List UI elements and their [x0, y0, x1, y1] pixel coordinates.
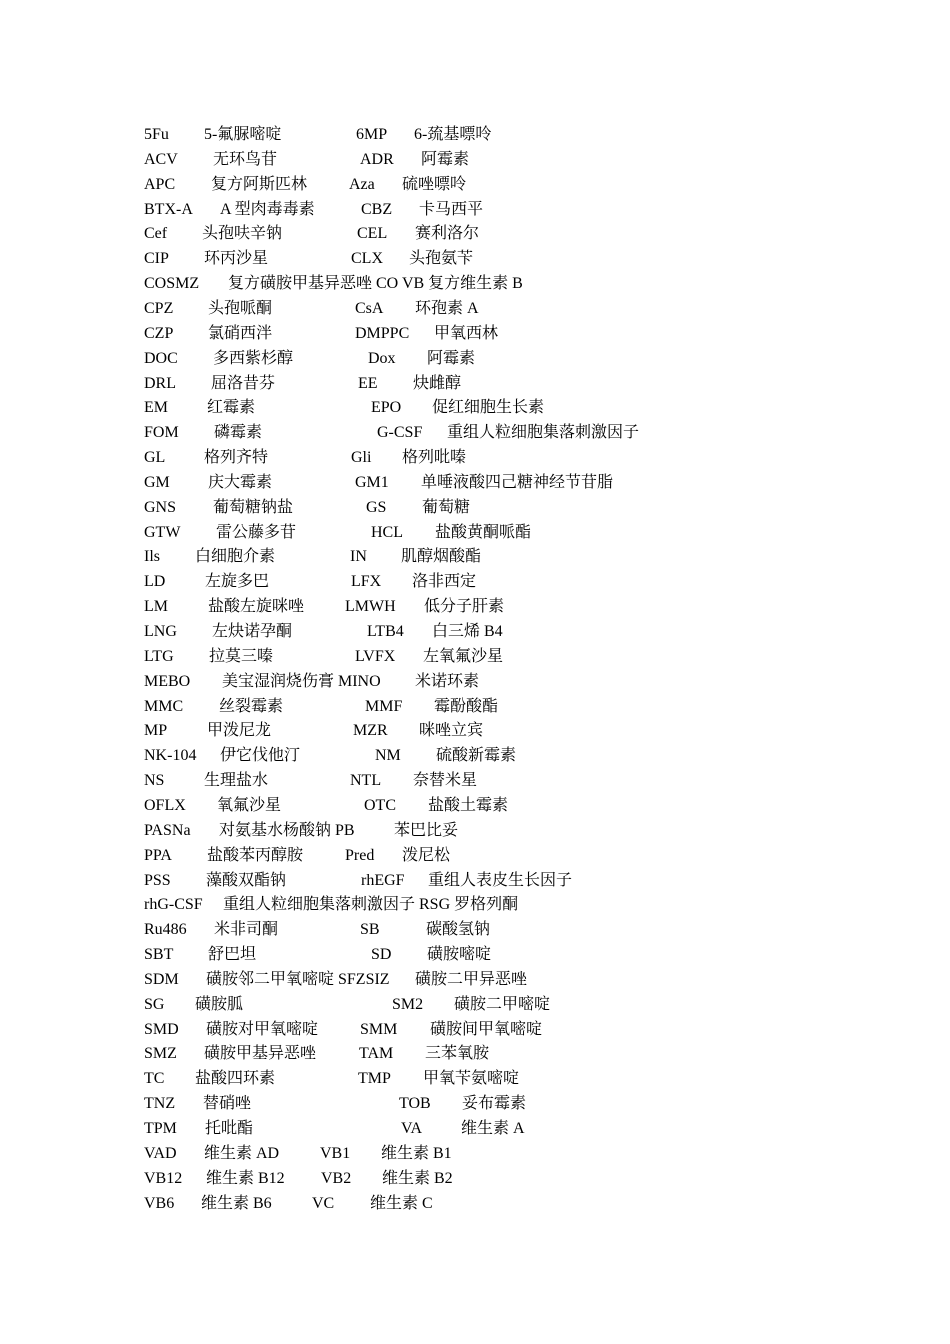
- full-name: A 型肉毒毒素: [220, 200, 315, 218]
- abbreviation: Ru486: [144, 921, 187, 939]
- abbreviation: GNS: [144, 498, 177, 516]
- abbreviation: GS: [366, 498, 387, 516]
- full-name: 磷霉素: [214, 424, 263, 442]
- abbreviation: SB: [360, 921, 380, 939]
- full-name: 丝裂霉素: [219, 697, 284, 715]
- full-name: 对氨基水杨酸钠 PB: [219, 821, 355, 839]
- full-name: 5-氟脲嘧啶: [204, 126, 282, 143]
- full-name: 环丙沙星: [204, 250, 269, 268]
- abbreviation: ACV: [144, 150, 178, 168]
- abbreviation: TMP: [358, 1070, 391, 1088]
- abbreviation: VB1: [320, 1144, 351, 1162]
- abbreviation: NK-104: [144, 747, 197, 765]
- full-name: 赛利洛尔: [415, 225, 480, 243]
- abbreviation: LM: [144, 598, 168, 616]
- abbreviation: VB6: [144, 1194, 175, 1212]
- abbreviation: CPZ: [144, 299, 174, 317]
- abbreviation: VAD: [144, 1144, 177, 1162]
- full-name: 硫唑嘌呤: [402, 175, 467, 193]
- full-name: 阿霉素: [421, 150, 470, 168]
- full-name: 左旋多巴: [205, 573, 270, 591]
- abbreviation: APC: [144, 175, 176, 193]
- full-name: 庆大霉素: [208, 473, 273, 491]
- abbreviation: SMZ: [144, 1045, 177, 1063]
- abbreviation: Dox: [368, 349, 396, 367]
- abbreviation: VC: [312, 1194, 335, 1212]
- abbreviation: BTX-A: [144, 200, 193, 218]
- full-name: 维生素 A: [461, 1120, 525, 1137]
- abbreviation: Gli: [351, 449, 372, 467]
- abbreviation: LD: [144, 573, 166, 591]
- full-name: 甲泼尼龙: [207, 722, 272, 740]
- full-name: 左炔诺孕酮: [212, 623, 293, 640]
- full-name: 重组人表皮生长因子: [428, 871, 573, 889]
- abbreviation: SG: [144, 995, 165, 1013]
- full-name: 托吡酯: [205, 1120, 254, 1137]
- abbreviation: G-CSF: [377, 424, 423, 442]
- abbreviation: GM: [144, 473, 170, 491]
- full-name: 磺胺邻二甲氧嘧啶 SFZSIZ: [206, 970, 390, 988]
- abbreviation: SMM: [360, 1020, 398, 1038]
- full-name: 维生素 B6: [201, 1194, 272, 1212]
- full-name: 碳酸氢钠: [426, 921, 491, 939]
- abbreviation: TOB: [399, 1095, 431, 1113]
- abbreviation: MP: [144, 722, 168, 740]
- full-name: 左氧氟沙星: [423, 647, 504, 665]
- abbreviation: MMF: [365, 697, 403, 715]
- full-name: 白细胞介素: [195, 548, 276, 566]
- abbreviation: VB12: [144, 1169, 183, 1187]
- full-name: 6-巯基嘌呤: [414, 126, 492, 143]
- full-name: 头孢哌酮: [208, 299, 273, 317]
- abbreviation: GM1: [355, 473, 389, 491]
- abbreviation: Pred: [345, 846, 375, 864]
- full-name: 环孢素 A: [415, 299, 479, 317]
- abbreviation: SDM: [144, 970, 179, 988]
- abbreviation: NTL: [350, 772, 382, 790]
- full-name: 肌醇烟酸酯: [401, 548, 482, 566]
- full-name: 维生素 B1: [381, 1144, 452, 1162]
- abbreviation: CBZ: [361, 200, 393, 218]
- full-name: 多西紫杉醇: [213, 349, 294, 367]
- abbreviation: LVFX: [355, 647, 396, 665]
- abbreviation: DRL: [144, 374, 176, 392]
- full-name: 葡萄糖: [422, 498, 471, 516]
- full-name: 重组人粒细胞集落刺激因子: [447, 424, 640, 442]
- abbreviation: 5Fu: [144, 126, 169, 143]
- abbreviation: CEL: [357, 225, 388, 243]
- full-name: 磺胺间甲氧嘧啶: [430, 1020, 543, 1038]
- full-name: 促红细胞生长素: [432, 399, 545, 417]
- abbreviation: rhEGF: [361, 871, 405, 889]
- abbreviation: 磺胺二甲异恶唑: [415, 970, 528, 988]
- abbreviation: OTC: [364, 796, 396, 814]
- abbreviation: 米诺环素: [415, 672, 480, 690]
- full-name: 维生素 B2: [382, 1169, 453, 1187]
- full-name: 重组人粒细胞集落刺激因子 RSG 罗格列酮: [223, 896, 519, 914]
- full-name: 复方阿斯匹林: [211, 175, 308, 193]
- full-name: 盐酸黄酮哌酯: [435, 523, 532, 541]
- abbreviation: MMC: [144, 697, 184, 715]
- abbreviation: SBT: [144, 946, 174, 964]
- full-name: 格列吡嗪: [402, 449, 467, 467]
- full-name: 甲氧西林: [434, 324, 499, 342]
- abbreviation: HCL: [371, 523, 403, 541]
- full-name: 生理盐水: [204, 772, 269, 790]
- abbreviation: 6MP: [356, 126, 388, 143]
- full-name: 格列齐特: [204, 449, 269, 467]
- full-name: 盐酸苯丙醇胺: [207, 846, 304, 864]
- full-name: 盐酸四环素: [195, 1070, 276, 1088]
- full-name: 维生素 C: [370, 1194, 433, 1212]
- full-name: 炔雌醇: [413, 374, 462, 392]
- abbreviation: LTB4: [367, 623, 404, 640]
- full-name: 红霉素: [207, 399, 256, 417]
- abbreviation: EPO: [371, 399, 402, 417]
- abbreviation: MEBO: [144, 672, 191, 690]
- full-name: 氧氟沙星: [217, 796, 282, 814]
- full-name: 阿霉素: [427, 349, 476, 367]
- full-name: 伊它伐他汀: [220, 747, 301, 765]
- abbreviation: LFX: [351, 573, 382, 591]
- abbreviation: VA: [401, 1120, 423, 1137]
- full-name: 葡萄糖钠盐: [213, 498, 294, 516]
- full-name: 磺胺胍: [195, 995, 244, 1013]
- abbreviation: SD: [371, 946, 392, 964]
- full-name: 霉酚酸酯: [434, 697, 499, 715]
- abbreviation: Cef: [144, 225, 168, 243]
- full-name: 低分子肝素: [424, 598, 505, 616]
- full-name: 咪唑立宾: [419, 722, 484, 740]
- abbreviation: LNG: [144, 623, 177, 640]
- full-name: 三苯氧胺: [425, 1045, 490, 1063]
- abbreviation: Aza: [349, 175, 375, 193]
- abbreviation: PPA: [144, 846, 172, 864]
- full-name: 卡马西平: [419, 200, 484, 218]
- abbreviation: PSS: [144, 871, 171, 889]
- abbreviation: CsA: [355, 299, 384, 317]
- full-name: 屈洛昔芬: [211, 374, 276, 392]
- abbreviation: GL: [144, 449, 166, 467]
- full-name: 舒巴坦: [208, 946, 257, 964]
- abbreviation: EE: [358, 374, 378, 392]
- abbreviation: CZP: [144, 324, 174, 342]
- full-name: 硫酸新霉素: [436, 747, 517, 765]
- abbreviation: EM: [144, 399, 168, 417]
- full-name: 白三烯 B4: [432, 623, 503, 640]
- abbreviation: GTW: [144, 523, 181, 541]
- abbreviation: NM: [375, 747, 401, 765]
- abbreviation: DMPPC: [355, 324, 410, 342]
- abbreviation: MZR: [353, 722, 388, 740]
- full-name: 雷公藤多苷: [216, 523, 297, 541]
- full-name: 美宝湿润烧伤膏 MINO: [222, 672, 381, 690]
- full-name: 奈替米星: [413, 772, 478, 790]
- abbreviation: CIP: [144, 250, 169, 268]
- full-name: 米非司酮: [214, 921, 279, 939]
- full-name: 拉莫三嗪: [209, 647, 274, 665]
- abbreviation: VB2: [321, 1169, 352, 1187]
- abbreviation: TAM: [359, 1045, 394, 1063]
- full-name: 复方磺胺甲基异恶唑 CO VB 复方维生素 B: [228, 275, 523, 293]
- abbreviation: Ils: [144, 548, 160, 566]
- abbreviation: PASNa: [144, 821, 191, 839]
- full-name: 磺胺甲基异恶唑: [204, 1045, 317, 1063]
- full-name: 妥布霉素: [462, 1095, 527, 1113]
- abbreviation: LTG: [144, 647, 174, 665]
- abbreviation: IN: [350, 548, 367, 566]
- abbreviation: TNZ: [144, 1095, 176, 1113]
- full-name: 洛非西定: [412, 573, 477, 591]
- abbreviation: NS: [144, 772, 165, 790]
- abbreviation: LMWH: [345, 598, 396, 616]
- abbreviation: FOM: [144, 424, 179, 442]
- full-name: 盐酸左旋咪唑: [208, 598, 305, 616]
- full-name: 维生素 B12: [206, 1169, 285, 1187]
- full-name: 单唾液酸四己糖神经节苷脂: [421, 473, 614, 491]
- full-name: 无环鸟苷: [213, 150, 278, 168]
- abbreviation: ADR: [360, 150, 394, 168]
- abbreviation: rhG-CSF: [144, 896, 203, 914]
- abbreviation: SMD: [144, 1020, 179, 1038]
- full-name: 泼尼松: [402, 846, 451, 864]
- full-name: 维生素 AD: [204, 1144, 280, 1162]
- abbreviation: TC: [144, 1070, 165, 1088]
- abbreviation: OFLX: [144, 796, 186, 814]
- abbreviation: 苯巴比妥: [394, 821, 459, 839]
- full-name: 替硝唑: [203, 1095, 252, 1113]
- full-name: 磺胺二甲嘧啶: [454, 995, 551, 1013]
- full-name: 头孢呋辛钠: [202, 225, 283, 243]
- abbreviation: TPM: [144, 1120, 177, 1137]
- abbreviation: SM2: [392, 995, 424, 1013]
- full-name: 藻酸双酯钠: [206, 871, 287, 889]
- full-name: 甲氧苄氨嘧啶: [423, 1070, 520, 1088]
- abbreviation: CLX: [351, 250, 383, 268]
- full-name: 盐酸土霉素: [428, 796, 509, 814]
- full-name: 磺胺对甲氧嘧啶: [206, 1020, 319, 1038]
- abbreviation: DOC: [144, 349, 178, 367]
- full-name: 头孢氨苄: [409, 250, 474, 268]
- full-name: 磺胺嘧啶: [427, 946, 492, 964]
- abbreviation: COSMZ: [144, 275, 200, 293]
- full-name: 氯硝西泮: [208, 324, 273, 342]
